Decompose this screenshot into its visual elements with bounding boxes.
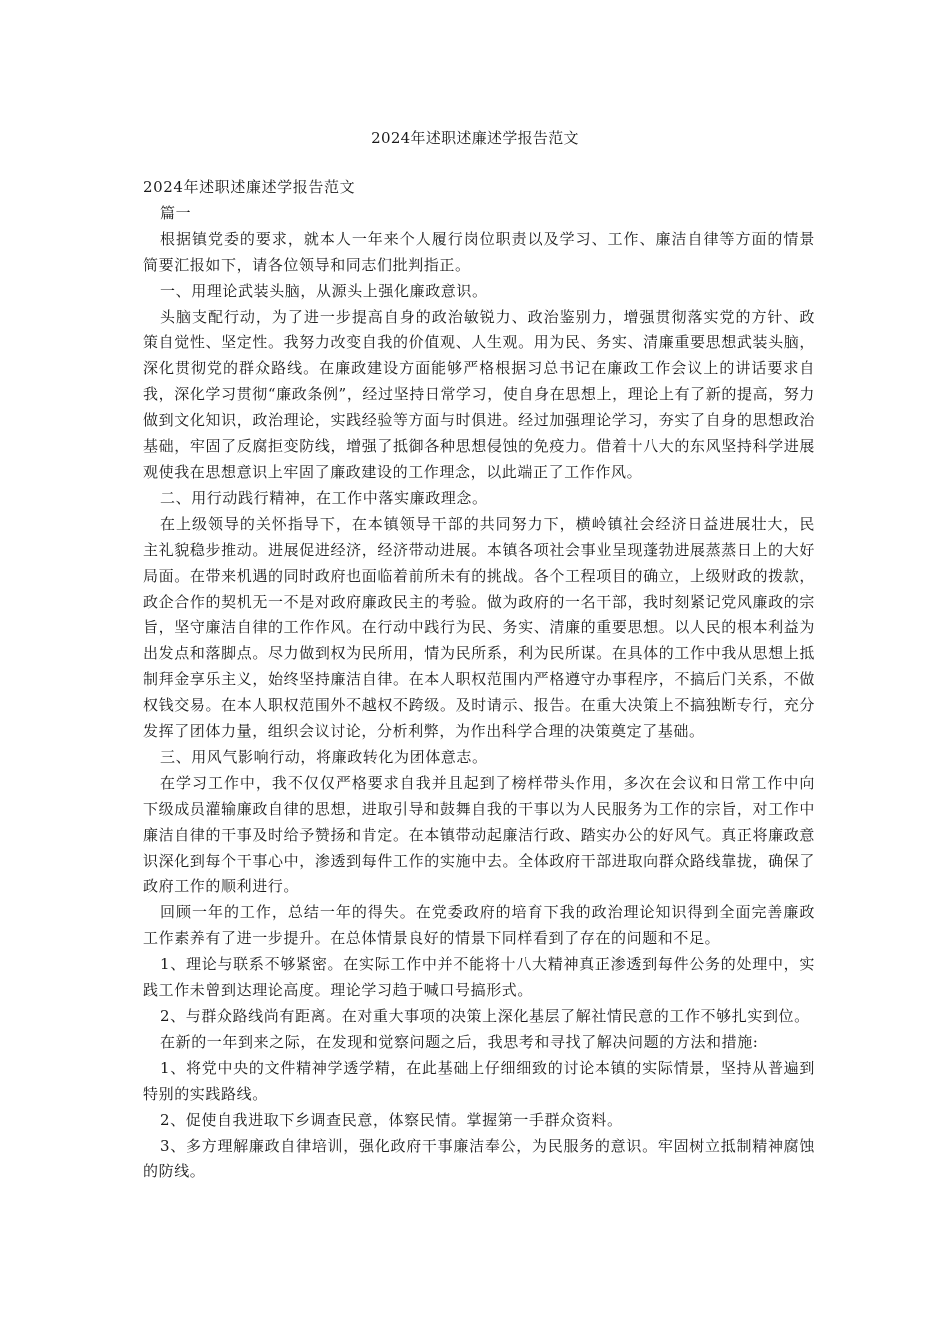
paragraph: 头脑支配行动，为了进一步提高自身的政治敏锐力、政治鉴别力，增强贯彻落实党的方针、政策自觉性、坚定性。我努力改变自我的价值观、人生观。用为民、务实、清廉重要思想武装头脑，深化贯彻党的群众路线。在廉政建设方面能够严格根据习总书记在廉政工作会议上的讲话要求自我，深化学习贯彻“廉政条例”，经过坚持日常学习，使自身在思想上，理论上有了新的提高，努力做到文化知识，政治理论，实践经验等方面与时俱进。经过加强理论学习，夯实了自身的思想政治基础，牢固了反腐拒变防线，增强了抵御各种思想侵蚀的免疫力。借着十八大的东风坚持科学进展观使我在思想意识上牢固了廉政建设的工作理念，以此端正了工作作风。 [143, 307, 815, 481]
document-title: 2024年述职述廉述学报告范文 [371, 129, 579, 147]
paragraph: 根据镇党委的要求，就本人一年来个人履行岗位职责以及学习、工作、廉洁自律等方面的情景简要汇报如下，请各位领导和同志们批判指正。 [143, 229, 815, 274]
section-heading: 三、用风气影响行动，将廉政转化为团体意志。 [160, 747, 488, 766]
document-body [143, 175, 815, 1185]
section-heading: 二、用行动践行精神，在工作中落实廉政理念。 [160, 488, 488, 507]
paragraph: 在上级领导的关怀指导下，在本镇领导干部的共同努力下，横岭镇社会经济日益进展壮大，民主礼貌稳步推动。进展促进经济，经济带动进展。本镇各项社会事业呈现蓬勃进展蒸蒸日上的大好局面。在带来机遇的同时政府也面临着前所未有的挑战。各个工程项目的确立，上级财政的拨款，政企合作的契机无一不是对政府廉政民主的考验。做为政府的一名干部，我时刻紧记党风廉政的宗旨，坚守廉洁自律的工作作风。在行动中践行为民、务实、清廉的重要思想。以人民的根本利益为出发点和落脚点。尽力做到权为民所用，情为民所系，利为民所谋。在具体的工作中我从思想上抵制拜金享乐主义，始终坚持廉洁自律。在本人职权范围内严格遵守办事程序，不搞后门关系，不做权钱交易。在本人职权范围外不越权不跨级。及时请示、报告。在重大决策上不搞独断专行，充分发挥了团体力量，组织会议讨论，分析利弊，为作出科学合理的决策奠定了基础。 [143, 514, 815, 741]
list-item: 1、理论与联系不够紧密。在实际工作中并不能将十八大精神真正渗透到每件公务的处理中，实践工作未曾到达理论高度。理论学习趋于喊口号搞形式。 [143, 955, 815, 1000]
document-subtitle: 2024年述职述廉述学报告范文 [143, 178, 356, 196]
paragraph: 在学习工作中，我不仅仅严格要求自我并且起到了榜样带头作用，多次在会议和日常工作中向下级成员灌输廉政自律的思想，进取引导和鼓舞自我的干事以为人民服务为工作的宗旨，对工作中廉洁自律的干事及时给予赞扬和肯定。在本镇带动起廉洁行政、踏实办公的好风气。真正将廉政意识深化到每个干事心中，渗透到每件工作的实施中去。全体政府干部进取向群众路线靠拢，确保了政府工作的顺利进行。 [143, 773, 815, 896]
list-item: 1、将党中央的文件精神学透学精，在此基础上仔细细致的讨论本镇的实际情景，坚持从普遍到特别的实践路线。 [143, 1058, 815, 1103]
paragraph: 回顾一年的工作，总结一年的得失。在党委政府的培育下我的政治理论知识得到全面完善廉政工作素养有了进一步提升。在总体情景良好的情景下同样看到了存在的问题和不足。 [143, 903, 815, 948]
list-item: 2、与群众路线尚有距离。在对重大事项的决策上深化基层了解社情民意的工作不够扎实到位。 [160, 1007, 810, 1025]
paragraph: 在新的一年到来之际，在发现和觉察问题之后，我思考和寻找了解决问题的方法和措施: [160, 1032, 759, 1051]
section-label: 篇一 [160, 203, 192, 222]
list-item: 2、促使自我进取下乡调查民意，体察民情。掌握第一手群众资料。 [160, 1110, 623, 1129]
list-item: 3、多方理解廉政自律培训，强化政府干事廉洁奉公，为民服务的意识。牢固树立抵制精神腐蚀的防线。 [143, 1136, 815, 1181]
section-heading: 一、用理论武装头脑，从源头上强化廉政意识。 [160, 281, 488, 300]
